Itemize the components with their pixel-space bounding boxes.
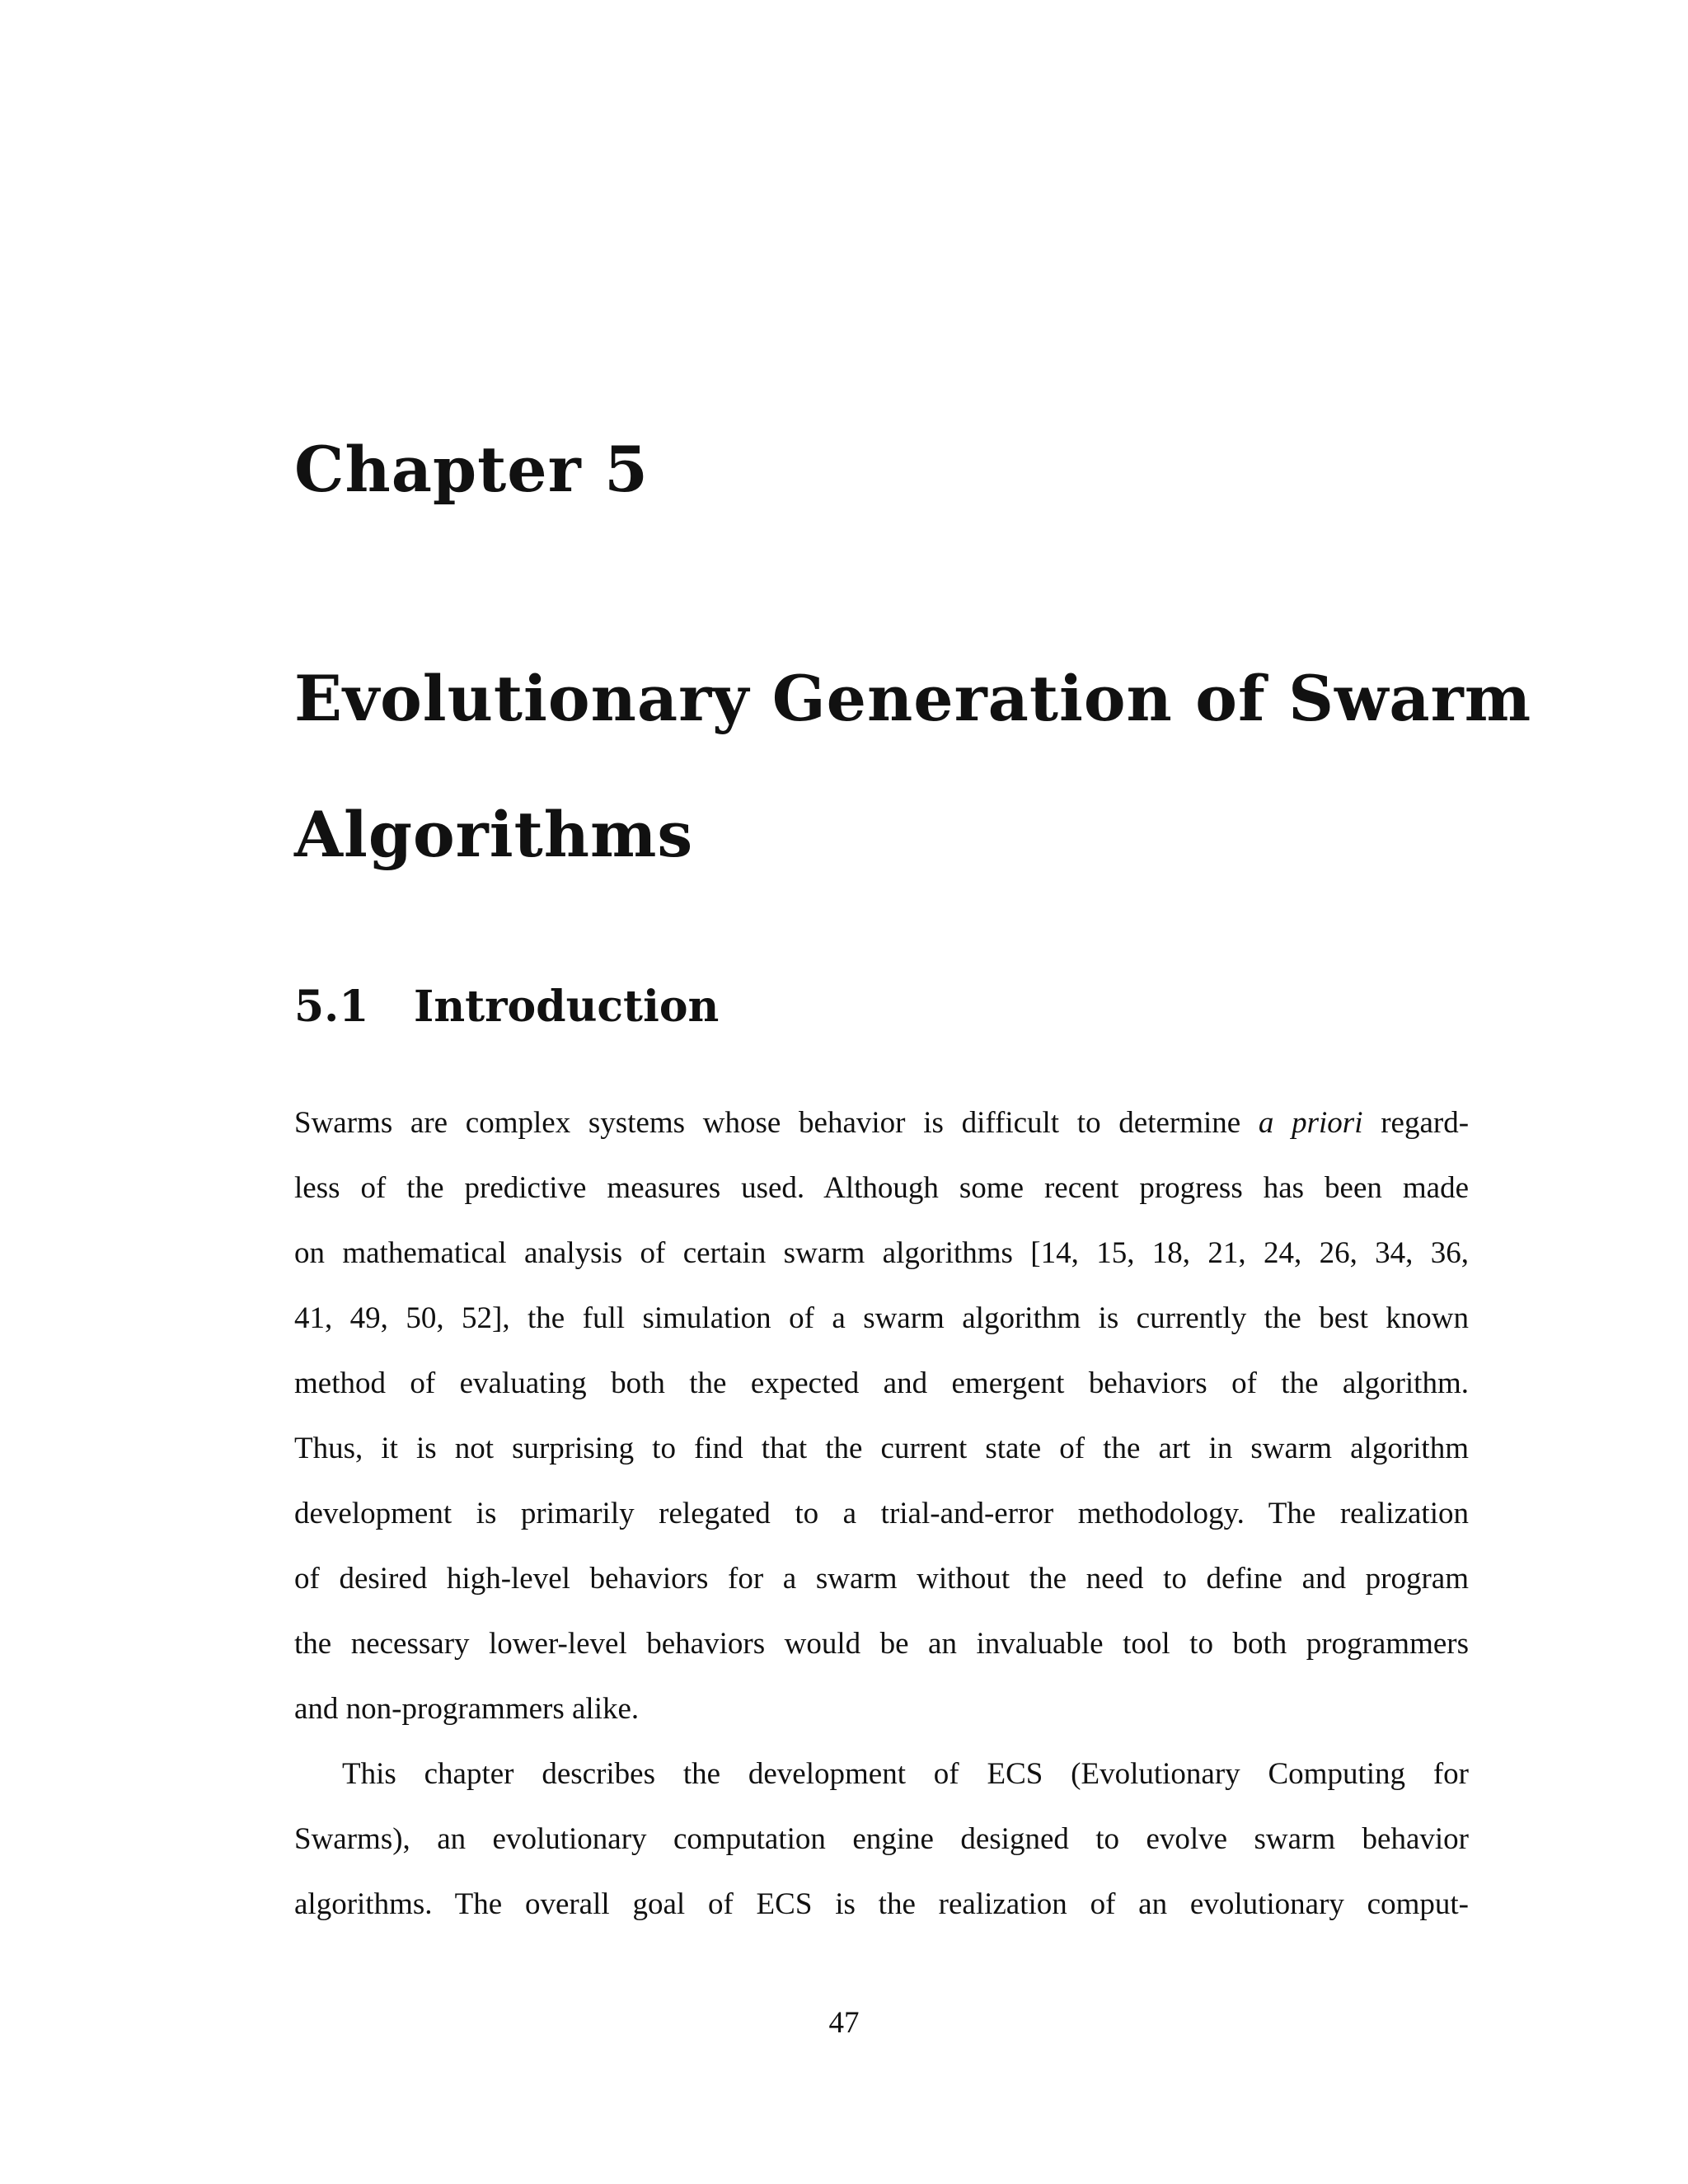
text-line: This chapter describes the development of ECS (Evolutionary Computing for	[342, 1757, 1469, 1791]
text-run: Swarms are complex systems whose behavior is difficult to determine	[294, 1106, 1259, 1140]
text-line: development is primarily relegated to a trial-and-error methodology. The realization	[294, 1497, 1469, 1530]
text-line: method of evaluating both the expected and emergent behaviors of the algorithm.	[294, 1366, 1469, 1400]
text-line: and non-programmers alike.	[294, 1692, 640, 1726]
text-line: Thus, it is not surprising to find that the current state of the art in swarm algorithm	[294, 1432, 1469, 1465]
text-line: less of the predictive measures used. Although some recent progress has been made	[294, 1171, 1469, 1205]
text-run: regard-	[1362, 1106, 1470, 1140]
body-text	[294, 1090, 1469, 1937]
chapter-title	[294, 630, 1532, 902]
text-line: the necessary lower-level behaviors would be an invaluable tool to both programmers	[294, 1627, 1469, 1661]
chapter-label: Chapter 5	[294, 433, 649, 506]
section-number: 5.1	[294, 982, 369, 1032]
text-line: on mathematical analysis of certain swarm algorithms [14, 15, 18, 21, 24, 26, 34, 36,	[294, 1236, 1469, 1270]
text-line: of desired high-level behaviors for a swarm without the need to define and program	[294, 1562, 1469, 1596]
page-number: 47	[828, 2006, 860, 2040]
text-line	[294, 1090, 1469, 1155]
chapter-title-line: Evolutionary Generation of Swarm	[294, 662, 1532, 735]
section-heading	[294, 982, 720, 1032]
section-title: Introduction	[414, 982, 720, 1032]
text-line: 41, 49, 50, 52], the full simulation of a swarm algorithm is currently the best known	[294, 1301, 1469, 1335]
text-line: algorithms. The overall goal of ECS is the realization of an evolutionary comput-	[294, 1887, 1469, 1921]
text-line: Swarms), an evolutionary computation engine designed to evolve swarm behavior	[294, 1822, 1469, 1856]
italic-term: a priori	[1258, 1106, 1363, 1140]
paragraph	[294, 1741, 1469, 1937]
paragraph	[294, 1090, 1469, 1741]
chapter-title-line: Algorithms	[294, 798, 694, 871]
